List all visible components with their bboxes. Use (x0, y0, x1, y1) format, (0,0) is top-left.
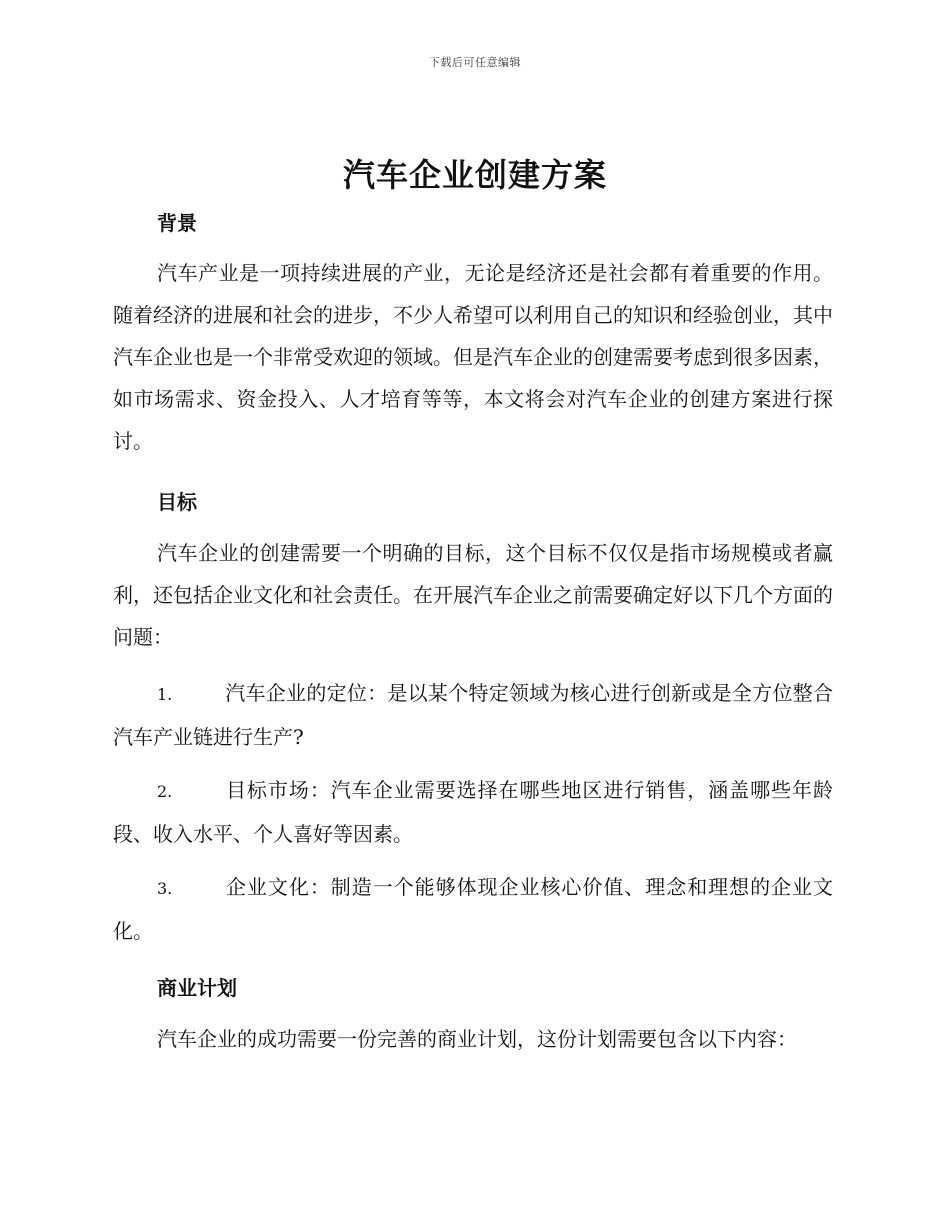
paragraph-business-plan: 汽车企业的成功需要一份完善的商业计划，这份计划需要包含以下内容： (157, 1027, 797, 1051)
paragraph-goals: 汽车企业的创建需要一个明确的目标，这个目标不仅仅是指市场规模或者赢利，还包括企业文化和社会责任。在开展汽车企业之前需要确定好以下几个方面的问题： (113, 541, 833, 649)
section-heading-business-plan: 商业计划 (157, 976, 237, 1000)
section-heading-goals: 目标 (157, 490, 197, 514)
paragraph-background: 汽车产业是一项持续进展的产业，无论是经济还是社会都有着重要的作用。随着经济的进展和社会的进步，不少人希望可以利用自己的知识和经验创业，其中汽车企业也是一个非常受欢迎的领域。但是汽车企业的创建需要考虑到很多因素，如市场需求、资金投入、人才培育等等，本文将会对汽车企业的创建方案进行探讨。 (113, 261, 833, 453)
list-number: 3. (157, 879, 173, 898)
list-item-text: 汽车企业的定位：是以某个特定领域为核心进行创新或是全方位整合汽车产业链进行生产? (113, 681, 833, 749)
header-note: 下载后可任意编辑 (429, 56, 521, 69)
list-item-3 (113, 866, 833, 952)
list-item-text: 目标市场：汽车企业需要选择在哪些地区进行销售，涵盖哪些年龄段、收入水平、个人喜好等因素。 (113, 778, 833, 846)
list-item-text: 企业文化：制造一个能够体现企业核心价值、理念和理想的企业文化。 (113, 875, 833, 943)
list-item-1 (113, 672, 833, 758)
list-number: 2. (157, 782, 173, 801)
document-title: 汽车企业创建方案 (342, 156, 607, 194)
list-item-2 (113, 769, 833, 855)
list-number: 1. (157, 685, 173, 704)
section-heading-background: 背景 (157, 211, 197, 235)
